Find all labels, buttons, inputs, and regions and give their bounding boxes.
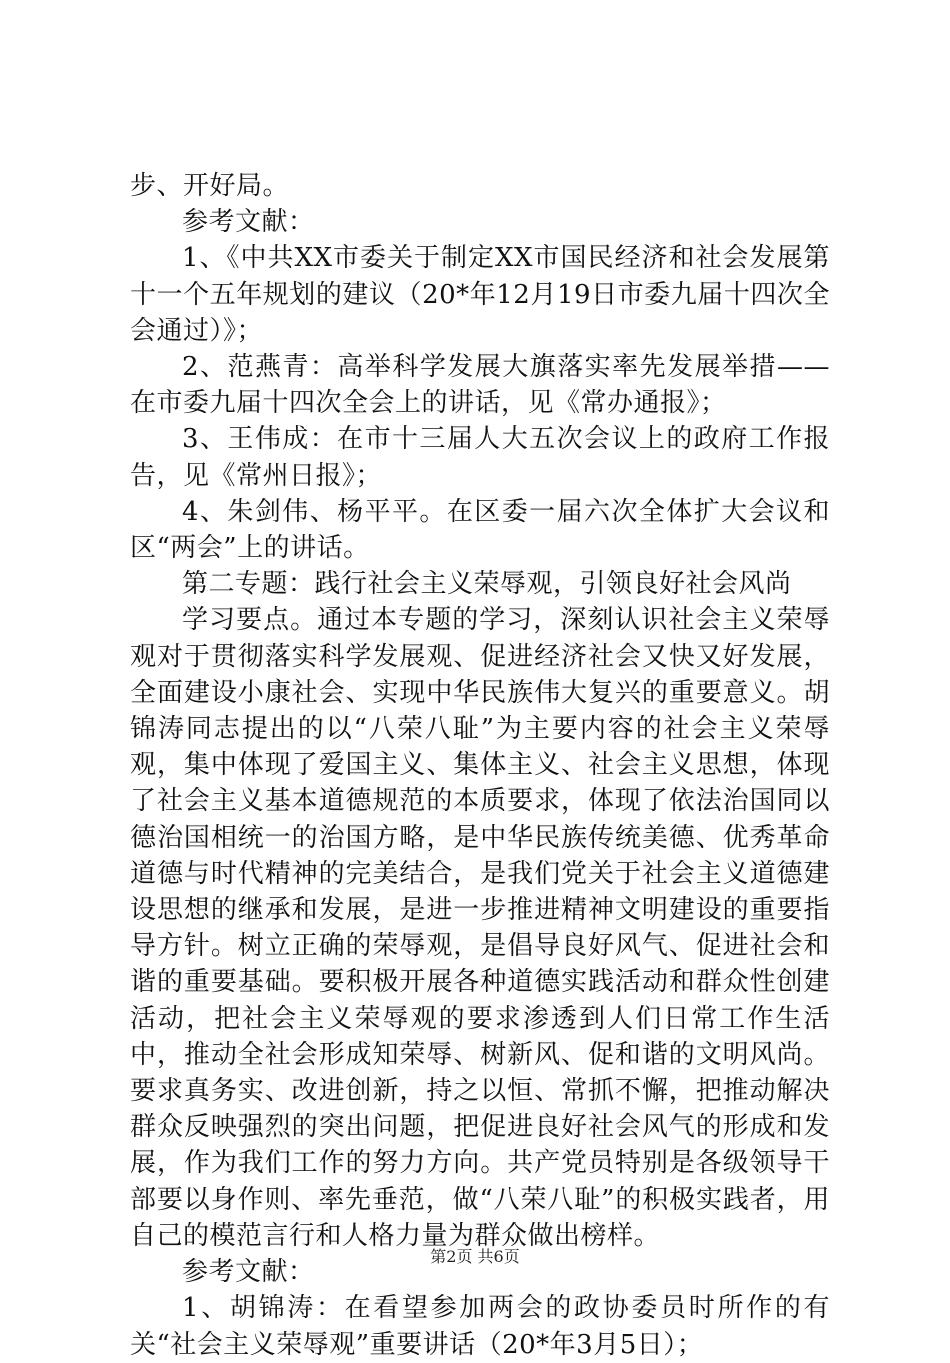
reference-item-2-1: 1、胡锦涛：在看望参加两会的政协委员时所作的有关“社会主义荣辱观”重要讲话（20*年3月5日）；: [130, 1293, 830, 1360]
references-heading-2: 参考文献：: [182, 1257, 315, 1288]
document-body: [130, 168, 830, 1363]
reference-item-2: 2、范燕青：高举科学发展大旗落实率先发展举措——在市委九届十四次全会上的讲话，见《常办通报》；: [130, 352, 830, 419]
reference-item-4: 4、朱剑伟、杨平平。在区委一届六次全体扩大会议和区“两会”上的讲话。: [130, 496, 830, 564]
study-points-paragraph: 学习要点。通过本专题的学习，深刻认识社会主义荣辱观对于贯彻落实科学发展观、促进经济社会又快又好发展，全面建设小康社会、实现中华民族伟大复兴的重要意义。胡锦涛同志提出的以“八荣八耻”为主要内容的社会主义荣辱观，集中体现了爱国主义、集体主义、社会主义思想，体现了社会主义基本道德规范的本质要求，体现了依法治国同以德治国相统一的治国方略，是中华民族传统美德、优秀革命道德与时代精神的完美结合，是我们党关于社会主义道德建设思想的继承和发展，是进一步推进精神文明建设的重要指导方针。树立正确的荣辱观，是倡导良好风气、促进社会和谐的重要基础。要积极开展各种道德实践活动和群众性创建活动，把社会主义荣辱观的要求渗透到人们日常工作生活中，推动全社会形成知荣辱、树新风、促和谐的文明风尚。要求真务实、改进创新，持之以恒、常抓不懈，把推动解决群众反映强烈的突出问题，把促进良好社会风气的形成和发展，作为我们工作的努力方向。共产党员特别是各级领导干部要以身作则、率先垂范，做“八荣八耻”的积极实践者，用自己的模范言行和人格力量为群众做出榜样。: [130, 605, 830, 1251]
references-heading: 参考文献：: [182, 207, 315, 238]
paragraph-continuation: 步、开好局。: [130, 171, 290, 201]
reference-item-3: 3、王伟成：在市十三届人大五次会议上的政府工作报告，见《常州日报》；: [130, 424, 830, 491]
section-title-topic-2: 第二专题：践行社会主义荣辱观，引领良好社会风尚: [182, 569, 792, 600]
reference-item-1: 1、《中共XX市委关于制定XX市国民经济和社会发展第十一个五年规划的建议（20*年12月19日市委九届十四次全会通过）》；: [130, 243, 830, 346]
page-number-footer: 第2页 共6页: [430, 1247, 520, 1266]
